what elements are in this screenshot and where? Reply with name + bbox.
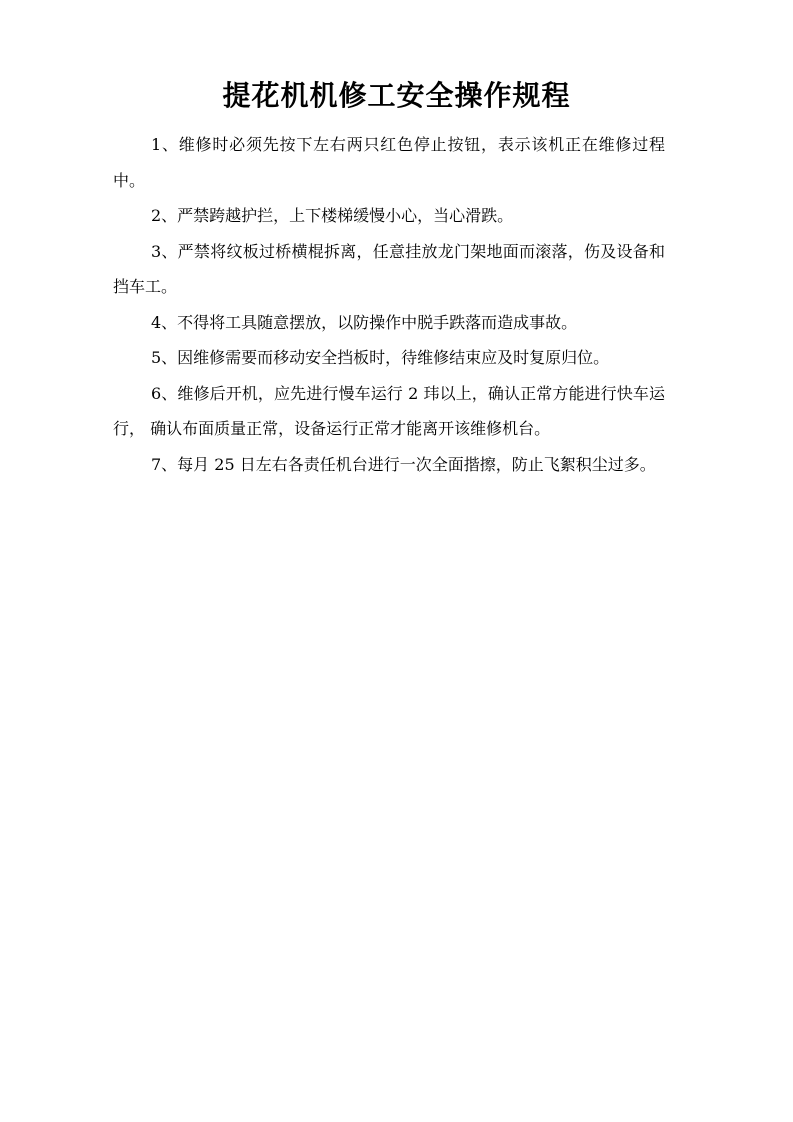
document-title: 提花机机修工安全操作规程	[222, 79, 571, 112]
rule-paragraph-5: 5、因维修需要而移动安全挡板时，待维修结束应及时复原归位。	[151, 348, 610, 367]
rule-paragraph-1: 1、维修时必须先按下左右两只红色停止按钮，表示该机正在维修过程中。	[113, 135, 665, 190]
rule-paragraph-7: 7、每月 25 日左右各责任机台进行一次全面揩擦，防止飞絮积尘过多。	[151, 454, 656, 474]
rule-paragraph-6: 6、维修后开机，应先进行慢车运行 2 玮以上，确认正常方能进行快车运行， 确认布面质量正常，设备运行正常才能离开该维修机台。	[113, 383, 665, 438]
rule-paragraph-4: 4、不得将工具随意摆放，以防操作中脱手跌落而造成事故。	[151, 312, 578, 332]
document-body	[113, 127, 665, 482]
rule-paragraph-3: 3、严禁将纹板过桥横棍拆离，任意挂放龙门架地面而滚落，伤及设备和挡车工。	[113, 241, 665, 296]
rule-paragraph-2: 2、严禁跨越护拦，上下楼梯缓慢小心，当心滑跌。	[151, 206, 514, 225]
